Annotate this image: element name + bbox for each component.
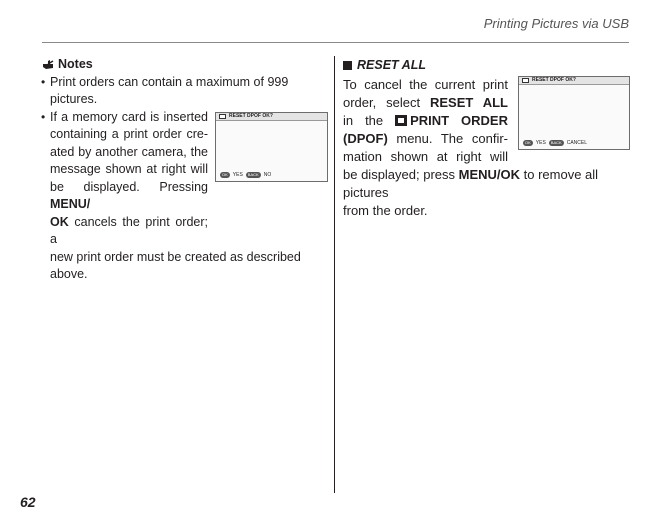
reset-all-text-continued: be displayed; press MENU/OK to remove all pictures from the order. bbox=[343, 167, 599, 218]
lcd-yes-label: YES bbox=[232, 171, 243, 178]
note-item bbox=[40, 74, 328, 109]
page-header: Printing Pictures via USB bbox=[483, 16, 629, 31]
column-divider bbox=[334, 56, 335, 493]
note-text: Print orders can contain a maximum of 999 pictures. bbox=[50, 74, 289, 106]
reset-all-heading bbox=[343, 56, 630, 74]
bullet-icon: • bbox=[41, 74, 46, 89]
note-text-continued: new print order must be created as described above. bbox=[50, 249, 301, 281]
lcd-screen-reset-dpof bbox=[215, 112, 328, 182]
back-key-icon: BACK bbox=[247, 171, 259, 177]
ok-key-icon: OK bbox=[525, 140, 531, 145]
reset-all-heading-text: RESET ALL bbox=[357, 58, 426, 72]
lcd-screen-reset-all bbox=[518, 76, 630, 150]
pointing-hand-icon bbox=[42, 59, 54, 70]
notes-heading-text: Notes bbox=[58, 57, 93, 71]
ok-key-icon: OK bbox=[222, 171, 228, 177]
notes-column bbox=[40, 56, 328, 284]
reset-all-text: To cancel the current print order, select RESET ALL in the PRINT ORDER (DPOF) menu. The confir- mation shown at right will bbox=[343, 77, 508, 164]
note-item bbox=[40, 109, 328, 284]
back-key-icon: BACK bbox=[550, 140, 562, 145]
print-order-icon bbox=[219, 114, 226, 119]
lcd-title: RESET DPOF OK? bbox=[532, 77, 576, 83]
lcd-title: RESET DPOF OK? bbox=[229, 112, 273, 119]
lcd-no-label: NO bbox=[263, 171, 272, 178]
section-square-icon bbox=[343, 61, 352, 70]
notes-heading bbox=[42, 56, 328, 74]
header-rule bbox=[42, 42, 629, 43]
print-order-icon bbox=[522, 78, 529, 83]
lcd-yes-label: YES bbox=[535, 140, 546, 146]
bullet-icon: • bbox=[41, 109, 46, 124]
lcd-cancel-label: CANCEL bbox=[566, 140, 587, 146]
print-order-icon bbox=[395, 115, 407, 126]
page-number: 62 bbox=[20, 494, 36, 510]
note-text: If a memory card is inserted containing a print order cre- ated by another camera, the message shown at right will be displayed. Pressing MENU/ OK cancels the print order; a bbox=[50, 109, 208, 246]
reset-all-column bbox=[343, 56, 630, 220]
